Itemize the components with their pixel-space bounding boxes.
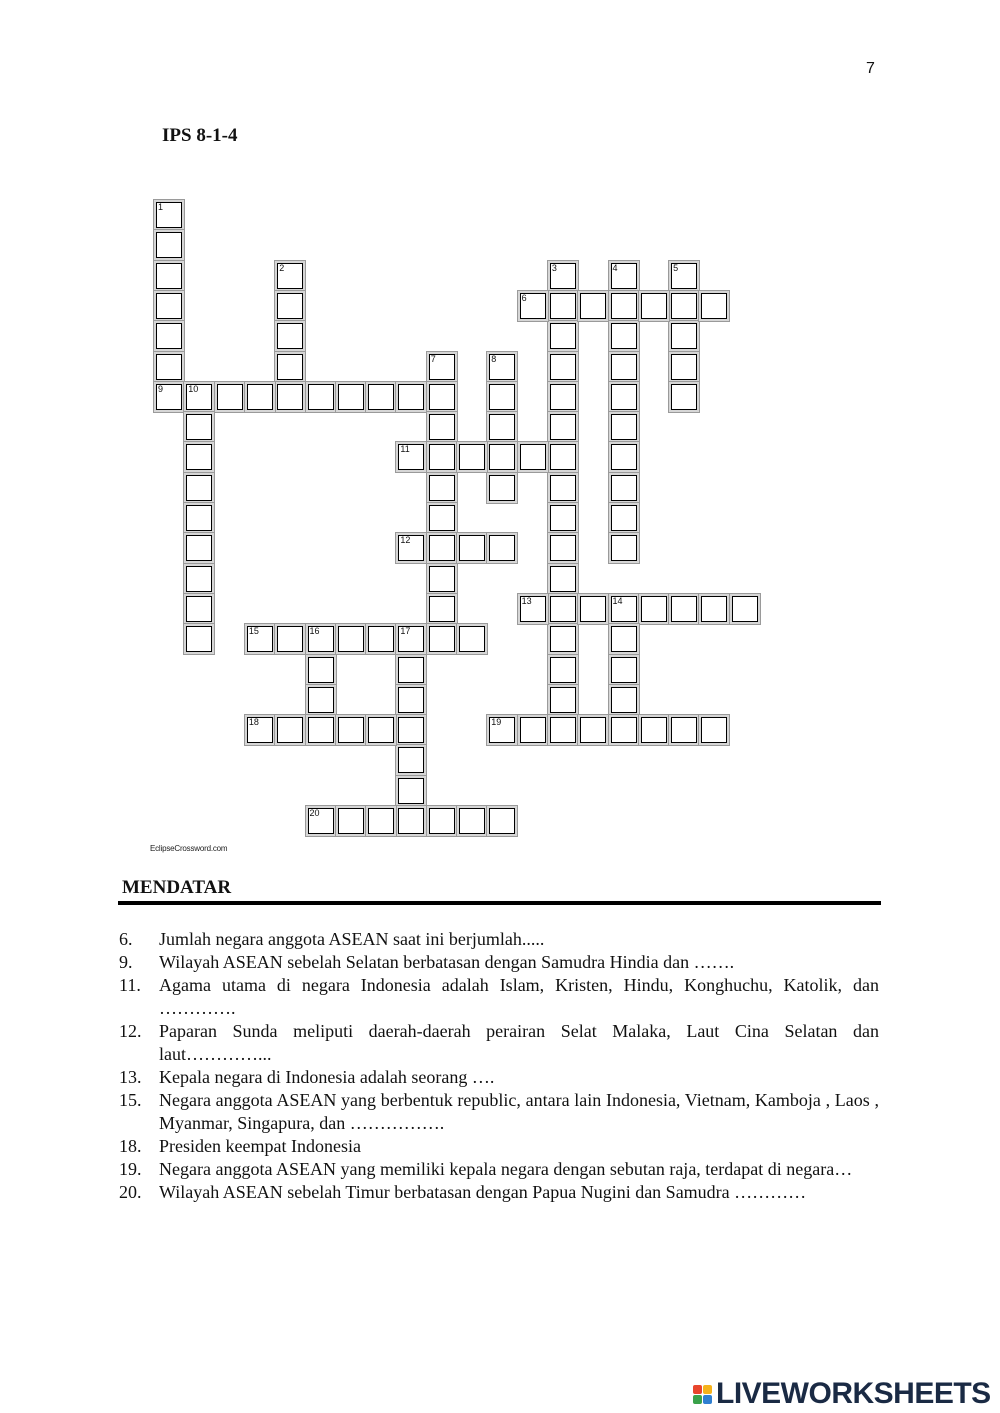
clue-number: 18 bbox=[248, 717, 259, 728]
crossword-cell[interactable] bbox=[308, 657, 334, 683]
crossword-cell[interactable] bbox=[520, 717, 546, 743]
crossword-cell[interactable] bbox=[489, 475, 515, 501]
crossword-cell[interactable] bbox=[398, 747, 424, 773]
crossword-cell[interactable] bbox=[277, 323, 303, 349]
crossword-cell[interactable] bbox=[671, 354, 697, 380]
crossword-cell[interactable] bbox=[611, 505, 637, 531]
crossword-cell[interactable] bbox=[156, 293, 182, 319]
crossword-cell[interactable] bbox=[611, 596, 637, 622]
crossword-cell[interactable] bbox=[277, 263, 303, 289]
clue-item-text: Negara anggota ASEAN yang memiliki kepala negara dengan sebutan raja, terdapat di negara… bbox=[159, 1159, 853, 1179]
crossword-cell[interactable] bbox=[550, 535, 576, 561]
crossword-cell[interactable] bbox=[550, 505, 576, 531]
section-title: MENDATAR bbox=[122, 877, 232, 898]
crossword-cell[interactable] bbox=[429, 566, 455, 592]
crossword-cell[interactable] bbox=[611, 626, 637, 652]
crossword-cell[interactable] bbox=[550, 717, 576, 743]
crossword-cell[interactable] bbox=[489, 535, 515, 561]
crossword-cell[interactable] bbox=[641, 717, 667, 743]
clue-item-text: Wilayah ASEAN sebelah Selatan berbatasan dengan Samudra Hindia dan ……. bbox=[159, 952, 735, 972]
crossword-cell[interactable] bbox=[308, 626, 334, 652]
crossword-cell[interactable] bbox=[429, 505, 455, 531]
clue-number: 13 bbox=[521, 595, 532, 606]
crossword-cell[interactable] bbox=[156, 354, 182, 380]
crossword-cell[interactable] bbox=[186, 626, 212, 652]
crossword-cell[interactable] bbox=[398, 808, 424, 834]
crossword-cell[interactable] bbox=[398, 626, 424, 652]
crossword-cell[interactable] bbox=[701, 596, 727, 622]
crossword-cell[interactable] bbox=[550, 263, 576, 289]
crossword-cell[interactable] bbox=[671, 293, 697, 319]
crossword-cell[interactable] bbox=[611, 535, 637, 561]
crossword-cell[interactable] bbox=[701, 717, 727, 743]
clue-number: 14 bbox=[612, 595, 623, 606]
crossword-cell[interactable] bbox=[277, 384, 303, 410]
crossword-cell[interactable] bbox=[186, 414, 212, 440]
logo-square bbox=[693, 1395, 702, 1404]
crossword-cell[interactable] bbox=[247, 717, 273, 743]
clue-item-number: 15. bbox=[119, 1090, 142, 1110]
crossword-cell[interactable] bbox=[459, 535, 485, 561]
crossword-cell[interactable] bbox=[398, 687, 424, 713]
liveworksheets-icon bbox=[693, 1385, 712, 1404]
clue-number: 10 bbox=[188, 383, 199, 394]
clue-item-text: Paparan Sunda meliputi daerah-daerah perairan Selat Malaka, Laut Cina Selatan dan laut…………... bbox=[159, 1021, 879, 1064]
crossword-cell[interactable] bbox=[641, 293, 667, 319]
crossword-cell[interactable] bbox=[398, 535, 424, 561]
crossword-cell[interactable] bbox=[156, 323, 182, 349]
crossword-cell[interactable] bbox=[580, 293, 606, 319]
crossword-cell[interactable] bbox=[520, 444, 546, 470]
crossword-cell[interactable] bbox=[489, 444, 515, 470]
crossword-cell[interactable] bbox=[550, 444, 576, 470]
clue-number: 15 bbox=[248, 626, 259, 637]
crossword-cell[interactable] bbox=[217, 384, 243, 410]
document-code: IPS 8-1-4 bbox=[162, 125, 238, 146]
crossword-cell[interactable] bbox=[186, 535, 212, 561]
crossword-cell[interactable] bbox=[429, 596, 455, 622]
crossword-cell[interactable] bbox=[156, 202, 182, 228]
crossword-cell[interactable] bbox=[429, 354, 455, 380]
brand-name: LIVEWORKSHEETS bbox=[716, 1377, 991, 1410]
clue-item-text: Negara anggota ASEAN yang berbentuk republic, antara lain Indonesia, Vietnam, Kamboja , Laos , Myanmar, Singapura, dan ……………. bbox=[159, 1090, 879, 1133]
crossword-cell[interactable] bbox=[368, 808, 394, 834]
page-number: 7 bbox=[866, 60, 875, 77]
clue-item-number: 19. bbox=[119, 1159, 142, 1179]
crossword-cell[interactable] bbox=[186, 384, 212, 410]
crossword-cell[interactable] bbox=[550, 657, 576, 683]
clue-number: 19 bbox=[491, 717, 502, 728]
clue-number: 11 bbox=[400, 444, 410, 455]
crossword-cell[interactable] bbox=[459, 626, 485, 652]
crossword-cell[interactable] bbox=[459, 808, 485, 834]
logo-square bbox=[703, 1395, 712, 1404]
crossword-cell[interactable] bbox=[156, 232, 182, 258]
crossword-cell[interactable] bbox=[156, 384, 182, 410]
crossword-cell[interactable] bbox=[611, 475, 637, 501]
crossword-cell[interactable] bbox=[429, 535, 455, 561]
crossword-cell[interactable] bbox=[308, 384, 334, 410]
crossword-cell[interactable] bbox=[550, 293, 576, 319]
crossword-cell[interactable] bbox=[611, 717, 637, 743]
crossword-cell[interactable] bbox=[186, 475, 212, 501]
crossword-cell[interactable] bbox=[489, 717, 515, 743]
clue-item bbox=[119, 1135, 879, 1158]
clue-item bbox=[119, 974, 879, 1020]
crossword-cell[interactable] bbox=[398, 384, 424, 410]
crossword-cell[interactable] bbox=[186, 505, 212, 531]
crossword-cell[interactable] bbox=[308, 687, 334, 713]
crossword-cell[interactable] bbox=[338, 717, 364, 743]
clue-number: 3 bbox=[551, 262, 557, 273]
brand-logo bbox=[693, 1377, 991, 1411]
crossword-cell[interactable] bbox=[550, 384, 576, 410]
crossword-cell[interactable] bbox=[459, 444, 485, 470]
crossword-cell[interactable] bbox=[641, 596, 667, 622]
crossword-cell[interactable] bbox=[429, 808, 455, 834]
clue-number: 2 bbox=[279, 262, 285, 273]
crossword-cell[interactable] bbox=[550, 566, 576, 592]
crossword-cell[interactable] bbox=[368, 717, 394, 743]
crossword-cell[interactable] bbox=[429, 414, 455, 440]
crossword-cell[interactable] bbox=[338, 626, 364, 652]
clue-item-text: Agama utama di negara Indonesia adalah Islam, Kristen, Hindu, Konghuchu, Katolik, dan …………. bbox=[159, 975, 879, 1018]
clue-item-number: 11. bbox=[119, 975, 141, 995]
crossword-cell[interactable] bbox=[489, 808, 515, 834]
crossword-cell[interactable] bbox=[277, 626, 303, 652]
crossword-cell[interactable] bbox=[550, 354, 576, 380]
section-divider bbox=[118, 901, 881, 905]
clue-item-number: 20. bbox=[119, 1182, 142, 1202]
crossword-cell[interactable] bbox=[398, 444, 424, 470]
clue-item bbox=[119, 1066, 879, 1089]
crossword-cell[interactable] bbox=[398, 778, 424, 804]
crossword-cell[interactable] bbox=[186, 566, 212, 592]
clue-item bbox=[119, 1020, 879, 1066]
crossword-cell[interactable] bbox=[550, 626, 576, 652]
clue-number: 6 bbox=[521, 292, 527, 303]
crossword-cell[interactable] bbox=[550, 323, 576, 349]
clue-number: 16 bbox=[309, 626, 320, 637]
crossword-cell[interactable] bbox=[611, 323, 637, 349]
crossword-cell[interactable] bbox=[671, 717, 697, 743]
clue-number: 4 bbox=[612, 262, 618, 273]
crossword-cell[interactable] bbox=[368, 384, 394, 410]
clue-number: 12 bbox=[400, 535, 411, 546]
crossword-cell[interactable] bbox=[611, 414, 637, 440]
crossword-credit: EclipseCrossword.com bbox=[150, 844, 228, 853]
crossword-cell[interactable] bbox=[338, 384, 364, 410]
crossword-cell[interactable] bbox=[489, 384, 515, 410]
crossword-cell[interactable] bbox=[489, 414, 515, 440]
logo-square bbox=[703, 1385, 712, 1394]
clue-item bbox=[119, 1089, 879, 1135]
clue-item bbox=[119, 1181, 879, 1204]
crossword-cell[interactable] bbox=[550, 475, 576, 501]
crossword-cell[interactable] bbox=[247, 626, 273, 652]
crossword-cell[interactable] bbox=[671, 384, 697, 410]
crossword-cell[interactable] bbox=[671, 323, 697, 349]
logo-square bbox=[693, 1385, 702, 1394]
crossword-cell[interactable] bbox=[277, 717, 303, 743]
crossword-cell[interactable] bbox=[489, 354, 515, 380]
crossword-cell[interactable] bbox=[611, 657, 637, 683]
crossword-cell[interactable] bbox=[338, 808, 364, 834]
crossword-cell[interactable] bbox=[520, 293, 546, 319]
clue-number: 1 bbox=[158, 202, 164, 212]
crossword-cell[interactable] bbox=[732, 596, 758, 622]
crossword-cell[interactable] bbox=[701, 293, 727, 319]
clue-item-number: 13. bbox=[119, 1067, 142, 1087]
clue-item-text: Jumlah negara anggota ASEAN saat ini berjumlah..... bbox=[159, 929, 545, 949]
clue-number: 17 bbox=[400, 626, 411, 637]
crossword-cell[interactable] bbox=[611, 354, 637, 380]
crossword-cell[interactable] bbox=[368, 626, 394, 652]
clue-item bbox=[119, 928, 879, 951]
clue-item-text: Kepala negara di Indonesia adalah seorang …. bbox=[159, 1067, 495, 1087]
crossword-cell[interactable] bbox=[308, 717, 334, 743]
crossword-cell[interactable] bbox=[429, 384, 455, 410]
crossword-cell[interactable] bbox=[308, 808, 334, 834]
crossword-cell[interactable] bbox=[611, 384, 637, 410]
clue-number: 8 bbox=[491, 353, 497, 364]
crossword-cell[interactable] bbox=[580, 596, 606, 622]
crossword-cell[interactable] bbox=[398, 657, 424, 683]
crossword-cell[interactable] bbox=[277, 293, 303, 319]
crossword-cell[interactable] bbox=[186, 596, 212, 622]
clue-number: 9 bbox=[158, 383, 164, 394]
crossword-cell[interactable] bbox=[611, 293, 637, 319]
clue-item-number: 9. bbox=[119, 952, 133, 972]
crossword-cell[interactable] bbox=[247, 384, 273, 410]
crossword-cell[interactable] bbox=[671, 596, 697, 622]
crossword-cell[interactable] bbox=[429, 475, 455, 501]
clue-item bbox=[119, 951, 879, 974]
crossword-cell[interactable] bbox=[580, 717, 606, 743]
crossword-cell[interactable] bbox=[550, 687, 576, 713]
clue-number: 7 bbox=[430, 353, 436, 364]
crossword-cell[interactable] bbox=[611, 444, 637, 470]
crossword-cell[interactable] bbox=[429, 626, 455, 652]
crossword-cell[interactable] bbox=[550, 414, 576, 440]
clue-item-number: 6. bbox=[119, 929, 133, 949]
clue-number: 20 bbox=[309, 808, 320, 818]
crossword-cell[interactable] bbox=[671, 263, 697, 289]
clue-item bbox=[119, 1158, 879, 1181]
crossword-cell[interactable] bbox=[611, 263, 637, 289]
clue-list bbox=[119, 928, 879, 1204]
clue-item-text: Wilayah ASEAN sebelah Timur berbatasan dengan Papua Nugini dan Samudra ………… bbox=[159, 1182, 807, 1202]
clue-number: 5 bbox=[673, 262, 679, 273]
crossword-cell[interactable] bbox=[277, 354, 303, 380]
crossword-cell[interactable] bbox=[156, 263, 182, 289]
crossword-cell[interactable] bbox=[186, 444, 212, 470]
clue-item-number: 12. bbox=[119, 1021, 142, 1041]
clue-item-text: Presiden keempat Indonesia bbox=[159, 1136, 361, 1156]
crossword-cell[interactable] bbox=[611, 687, 637, 713]
crossword-cell[interactable] bbox=[550, 596, 576, 622]
clue-item-number: 18. bbox=[119, 1136, 142, 1156]
crossword-cell[interactable] bbox=[398, 717, 424, 743]
crossword-cell[interactable] bbox=[429, 444, 455, 470]
crossword-cell[interactable] bbox=[520, 596, 546, 622]
